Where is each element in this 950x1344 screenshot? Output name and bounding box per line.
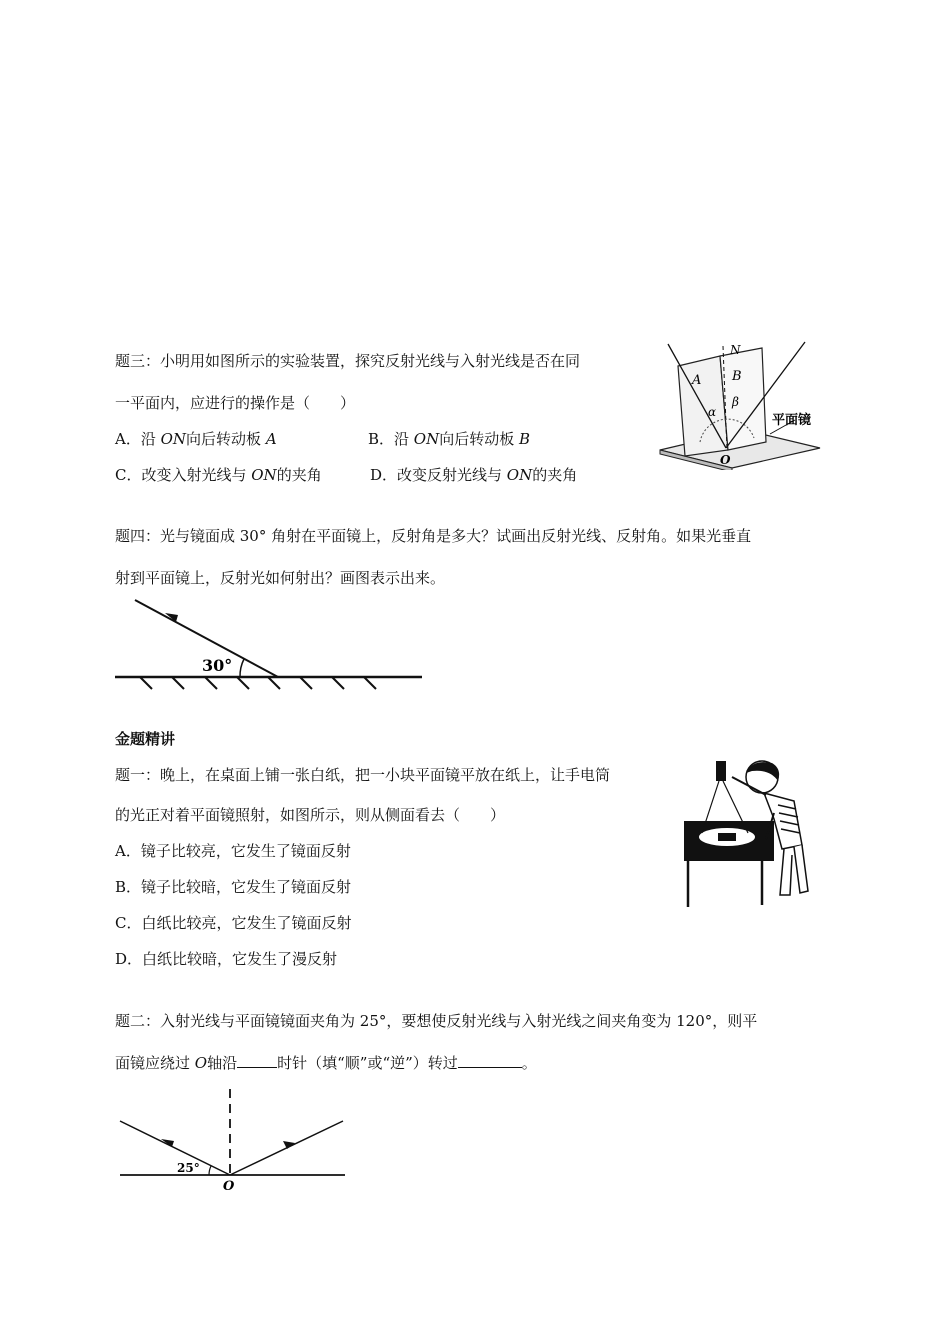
q4-line-2: 射到平面镜上，反射光如何射出？画图表示出来。 — [115, 569, 446, 587]
angle-label: 25° — [177, 1161, 200, 1175]
q3-option-c: C．改变入射光线与 ON的夹角 — [115, 466, 322, 484]
mirror-piece — [718, 833, 736, 841]
person-leg — [794, 845, 808, 893]
q4-line-1: 题四：光与镜面成 30° 角射在平面镜上，反射角是多大？试画出反射光线、反射角。如果光垂直 — [115, 527, 752, 545]
label-a: A — [692, 373, 702, 388]
q3-line-2: 一平面内，应进行的操作是（ ） — [115, 394, 356, 412]
incident-ray — [120, 1121, 230, 1175]
label-alpha: α — [708, 405, 717, 419]
angle-label: 30° — [202, 656, 233, 675]
angle-arc — [240, 659, 244, 677]
angle-arc — [209, 1166, 211, 1175]
blank-direction[interactable] — [237, 1053, 277, 1068]
q3-option-d: D．改变反射光线与 ON的夹角 — [370, 466, 578, 484]
g2-line-2: 面镜应绕过 O轴沿 时针（填“顺”或“逆”）转过 。 — [115, 1054, 537, 1072]
label-o: O — [720, 453, 731, 467]
g1-option-d: D．白纸比较暗，它发生了漫反射 — [115, 950, 338, 968]
label-o: O — [223, 1179, 235, 1194]
flashlight — [716, 761, 726, 781]
incident-arrowhead — [161, 1139, 174, 1147]
g1-line-1: 题一：晚上，在桌面上铺一张白纸，把一小块平面镜平放在纸上，让手电筒 — [115, 766, 611, 784]
g1-flashlight-figure — [682, 755, 817, 910]
g1-option-c: C．白纸比较亮，它发生了镜面反射 — [115, 914, 352, 932]
q4-mirror-figure — [110, 595, 430, 695]
board-b — [720, 348, 766, 450]
person-leg — [780, 849, 792, 895]
label-n: N — [730, 343, 741, 357]
section-heading: 金题精讲 — [115, 730, 176, 748]
label-mirror: 平面镜 — [772, 413, 812, 428]
blank-angle[interactable] — [458, 1053, 522, 1068]
label-b: B — [732, 369, 742, 384]
g2-line-1: 题二：入射光线与平面镜镜面夹角为 25°，要想使反射光线与入射光线之间夹角变为 120°，则平 — [115, 1012, 758, 1030]
label-beta: β — [732, 395, 739, 409]
g1-line-2: 的光正对着平面镜照射，如图所示，则从侧面看去（ ） — [115, 806, 506, 824]
g2-reflection-figure — [115, 1085, 350, 1195]
mirror-hatching — [140, 677, 376, 689]
g1-option-b: B．镜子比较暗，它发生了镜面反射 — [115, 878, 352, 896]
q3-option-b: B．沿 ON向后转动板 B — [368, 430, 531, 448]
q3-line-1: 题三：小明用如图所示的实验装置，探究反射光线与入射光线是否在同 — [115, 352, 581, 370]
q3-option-a: A．沿 ON向后转动板 A — [115, 430, 277, 448]
g1-option-a: A．镜子比较亮，它发生了镜面反射 — [115, 842, 351, 860]
q3-apparatus-figure — [650, 338, 825, 470]
